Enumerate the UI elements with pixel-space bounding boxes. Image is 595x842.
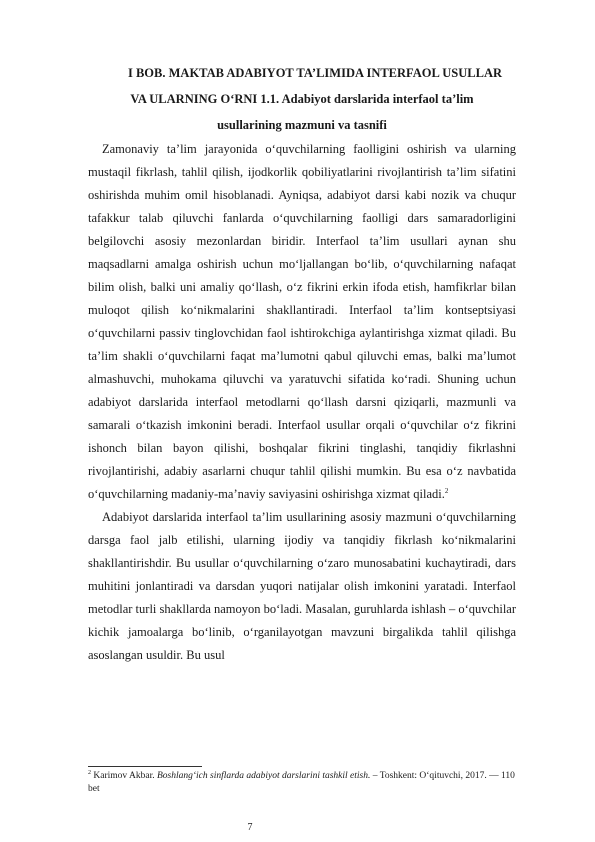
body-paragraph-2	[88, 506, 516, 667]
footnote	[88, 770, 518, 796]
footnote-author: Karimov Akbar.	[93, 771, 155, 781]
chapter-heading-line-2: VA ULARNING O‘RNI 1.1. Adabiyot darslarida interfaol ta’lim	[130, 92, 474, 106]
chapter-heading-line-1: I BOB. MAKTAB ADABIYOT TA’LIMIDA INTERFAOL USULLAR	[127, 66, 503, 80]
body-paragraph-2-text: Adabiyot darslarida interfaol ta’lim usullarining asosiy mazmuni o‘quvchilarning darsga faol jalb etilishi, ularning ijodiy va tanqidiy fikrlash ko‘nikmalarini shakllantirishdir. Bu usullar o‘quvchilarning o‘zaro munosabatini kuchaytiradi, dars muhitini jonlantiradi va darsdan yuqori natijalar olish imkonini yaratadi. Interfaol metodlar turli shakllarda namoyon bo‘ladi. Masalan, guruhlarda ishlash – o‘quvchilar kichik jamoalarga bo‘linib, o‘rganilayotgan mavzuni birgalikda tahlil qilishga asoslangan usuldir. Bu usul	[88, 510, 517, 662]
footnote-publication: – Toshkent: O‘qituvchi, 2017. — 110 bet	[88, 771, 515, 794]
body-paragraph-1-text: Zamonaviy ta’lim jarayonida o‘quvchilarning faolligini oshirish va ularning mustaqil fikrlash, tahlil qilish, ijodkorlik qobiliyatlarini rivojlantirish ta’lim sifatini oshirishda muhim omil hisoblanadi. Ayniqsa, adabiyot darsi kabi nozik va chuqur tafakkur talab qiluvchi fanlarda o‘quvchilarning faolligi dars samaradorligini belgilovchi asosiy mezonlardan biridir. Interfaol ta’lim usullari aynan shu maqsadlarni amalga oshirish uchun mo‘ljallangan bo‘lib, o‘quvchilarning nafaqat bilim olish, balki uni amaliy qo‘llash, o‘z fikrini erkin ifoda etish, hamfikrlar bilan muloqot qilish ko‘nikmalarini shakllantiradi. Interfaol ta’lim kontseptsiyasi o‘quvchilarni passiv tinglovchidan faol ishtirokchiga aylantirishga xizmat qiladi. Bu ta’lim shakli o‘quvchilarni faqat ma’lumotni qabul qiluvchi emas, balki ma’lumot almashuvchi, muhokama qiluvchi va yaratuvchi sifatida ko‘radi. Shuning uchun adabiyot darslarida interfaol metodlarni qo‘llash darsni qiziqarli, mazmunli va samarali o‘tkazish imkonini beradi. Interfaol usullar orqali o‘quvchilar o‘z fikrini ishonch bilan bayon qilishi, boshqalar fikrini tinglashi, tanqidiy fikrlashni rivojlantirishi, adabiy asarlarni chuqur tahlil qilishi mumkin. Bu esa o‘z navbatida o‘quvchilarning madaniy-ma’naviy saviyasini oshirishga xizmat qiladi.	[88, 142, 516, 501]
chapter-heading	[88, 60, 516, 138]
footnote-title: Boshlang‘ich sinflarda adabiyot darslarini tashkil etish.	[156, 771, 371, 781]
footnote-reference[interactable]: 2	[444, 486, 449, 495]
footnote-separator	[88, 766, 202, 767]
chapter-heading-line-3: usullarining mazmuni va tasnifi	[217, 118, 387, 132]
page-number: 7	[247, 822, 253, 833]
footnote-marker: 2	[88, 769, 91, 776]
body-paragraph-1	[88, 138, 516, 506]
document-page	[88, 60, 516, 667]
